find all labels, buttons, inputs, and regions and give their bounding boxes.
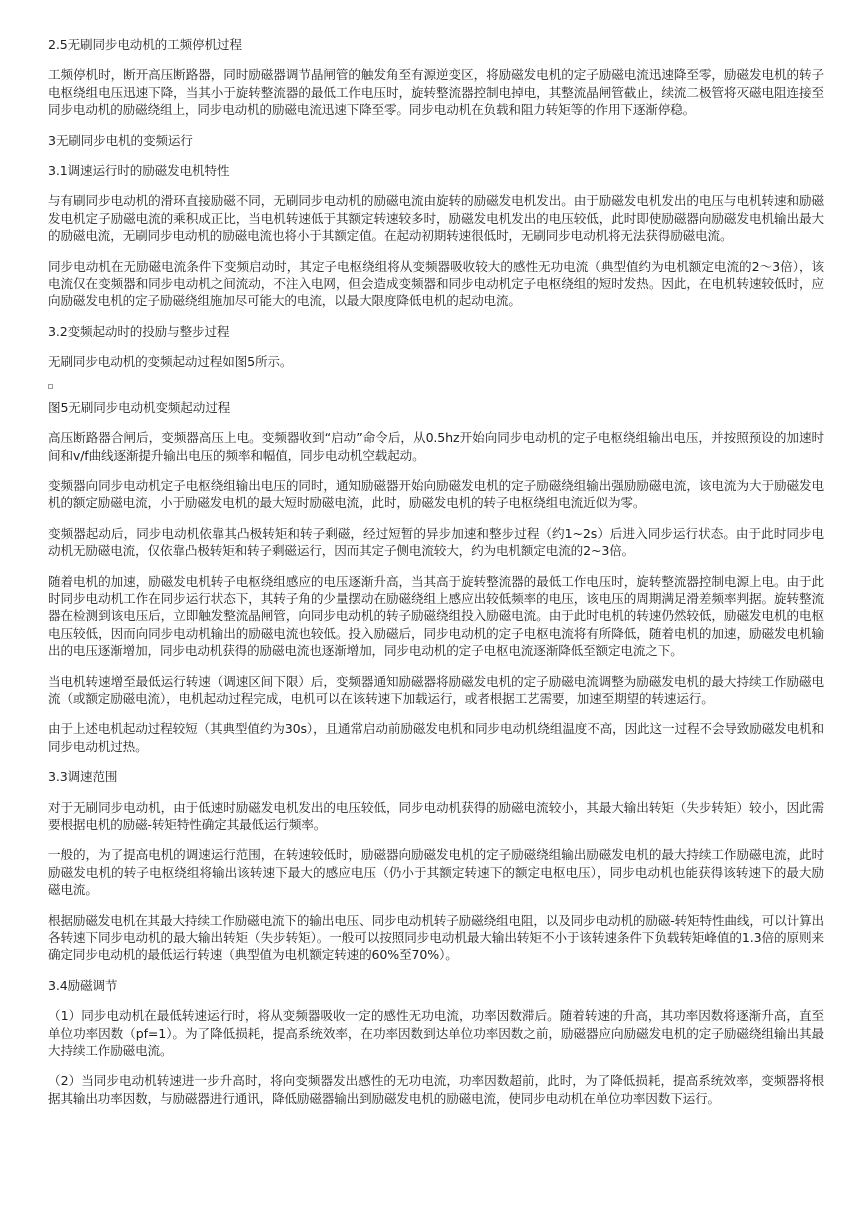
document-body [48, 36, 824, 1120]
paragraph: 与有刷同步电动机的滑环直接励磁不同，无刷同步电动机的励磁电流由旋转的励磁发电机发出。由于励磁发电机发出的电压与电机转速和励磁发电机定子励磁电流的乘积成正比，当电机转速低于其额定转速较多时，励磁发电机发出的电压较低，此时即使励磁器向励磁发电机输出最大的励磁电流，无刷同步电动机的励磁电流也将小于其额定值。在起动初期转速很低时，无刷同步电动机将无法获得励磁电流。 [48, 193, 824, 244]
section-heading: 2.5无刷同步电动机的工频停机过程 [48, 37, 242, 52]
paragraph: 变频器起动后，同步电动机依靠其凸极转矩和转子剩磁，经过短暂的异步加速和整步过程（约1~2s）后进入同步运行状态。由于此时同步电动机无励磁电流，仅依靠凸极转矩和转子剩磁运行，因而其定子侧电流较大，约为电机额定电流的2~3倍。 [48, 525, 824, 559]
section-heading: 3.4励磁调节 [48, 977, 118, 993]
paragraph: （2）当同步电动机转速进一步升高时，将向变频器发出感性的无功电流，功率因数超前，此时，为了降低损耗，提高系统效率，变频器将根据其输出功率因数，与励磁器进行通讯，降低励磁器输出到励磁发电机的励磁电流，使同步电动机在单位功率因数下运行。 [48, 1073, 824, 1106]
paragraph: 变频器向同步电动机定子电枢绕组输出电压的同时，通知励磁器开始向励磁发电机的定子励磁绕组输出强励励磁电流，该电流为大于励磁发电机的额定励磁电流，小于励磁发电机的最大短时励磁电流，此时，励磁发电机的转子电枢绕组电流近似为零。 [48, 477, 824, 511]
paragraph: 当电机转速增至最低运行转速（调速区间下限）后，变频器通知励磁器将励磁发电机的定子励磁电流调整为励磁发电机的最大持续工作励磁电流（或额定励磁电流），电机起动过程完成，电机可以在该转速下加载运行，或者根据工艺需要，加速至期望的转速运行。 [48, 673, 824, 706]
paragraph: 对于无刷同步电动机，由于低速时励磁发电机发出的电压较低，同步电动机获得的励磁电流较小，其最大输出转矩（失步转矩）较小，因此需要根据电机的励磁-转矩特性确定其最低运行频率。 [48, 799, 824, 832]
paragraph: 随着电机的加速，励磁发电机转子电枢绕组感应的电压逐渐升高，当其高于旋转整流器的最低工作电压时，旋转整流器控制电源上电。由于此时同步电动机工作在同步运行状态下，其转子角的少量摆动在励磁绕组上感应出较低频率的电压，该电压的周期满足滑差频率判据。旋转整流器在检测到该电压后，立即触发整流晶闸管，向同步电动机的转子励磁绕组投入励磁电流。由于此时电机的转速仍然较低，励磁发电机的电枢电压较低，因而向同步电动机输出的励磁电流也较低。投入励磁后，同步电动机的定子电枢电流将有所降低，随着电机的加速，励磁发电机输出的电压逐渐增加，同步电动机获得的励磁电流也逐渐增加，同步电动机的定子电枢电流逐渐降低至额定电流之下。 [48, 573, 824, 659]
paragraph: 无刷同步电动机的变频起动过程如图5所示。 [48, 354, 293, 370]
paragraph: 同步电动机在无励磁电流条件下变频启动时，其定子电枢绕组将从变频器吸收较大的感性无功电流（典型值约为电机额定电流的2～3倍），该电流仅在变频器和同步电动机之间流动，不注入电网，但会造成变频器和同步电动机定子电枢绕组的短时发热。因此，在电机转速较低时，应向励磁发电机的定子励磁绕组施加尽可能大的电流，以最大限度降低电机的起动电流。 [48, 258, 824, 309]
section-heading: 3.1调速运行时的励磁发电机特性 [48, 163, 230, 179]
paragraph: 根据励磁发电机在其最大持续工作励磁电流下的输出电压、同步电动机转子励磁绕组电阻，以及同步电动机的励磁-转矩特性曲线，可以计算出各转速下同步电动机的最大输出转矩（失步转矩）。一般可以按照同步电动机最大输出转矩不小于该转速条件下负载转矩峰值的1.3倍的原则来确定同步电动机的最低运行转速（典型值为电机额定转速的60%至70%）。 [48, 912, 824, 963]
paragraph: （1）同步电动机在最低转速运行时，将从变频器吸收一定的感性无功电流，功率因数滞后。随着转速的升高，其功率因数将逐渐升高，直至单位功率因数（pf=1）。为了降低损耗，提高系统效率，在功率因数到达单位功率因数之前，励磁器应向励磁发电机的定子励磁绕组输出其最大持续工作励磁电流。 [48, 1008, 824, 1059]
figure-image-placeholder [48, 384, 53, 389]
paragraph: 高压断路器合闸后，变频器高压上电。变频器收到“启动”命令后，从0.5hz开始向同步电动机的定子电枢绕组输出电压，并按照预设的加速时间和v/f曲线逐渐提升输出电压的频率和幅值，同步电动机空载起动。 [48, 430, 824, 463]
paragraph: 一般的，为了提高电机的调速运行范围，在转速较低时，励磁器向励磁发电机的定子励磁绕组输出励磁发电机的最大持续工作励磁电流，此时励磁发电机的转子电枢绕组将输出该转速下最大的感应电压（仍小于其额定转速下的额定电枢电压），同步电动机也能获得该转速下的最大励磁电流。 [48, 847, 824, 898]
section-heading: 图5无刷同步电动机变频起动过程 [48, 399, 231, 415]
paragraph: 由于上述电机起动过程较短（其典型值约为30s），且通常启动前励磁发电机和同步电动机绕组温度不高，因此这一过程不会导致励磁发电机和同步电动机过热。 [48, 721, 824, 754]
section-heading: 3无刷同步电机的变频运行 [48, 132, 193, 148]
paragraph: 工频停机时，断开高压断路器，同时励磁器调节晶闸管的触发角至有源逆变区，将励磁发电机的定子励磁电流迅速降至零，励磁发电机的转子电枢绕组电压迅速下降，当其小于旋转整流器的最低工作电压时，旋转整流器控制电掉电，其整流晶闸管截止，续流二极管将灭磁电阻连接至同步电动机的励磁绕组上，同步电动机的励磁电流迅速下降至零。同步电动机在负载和阻力转矩等的作用下逐渐停稳。 [48, 67, 824, 118]
section-heading: 3.3调速范围 [48, 769, 118, 785]
section-heading: 3.2变频起动时的投励与整步过程 [48, 323, 230, 339]
